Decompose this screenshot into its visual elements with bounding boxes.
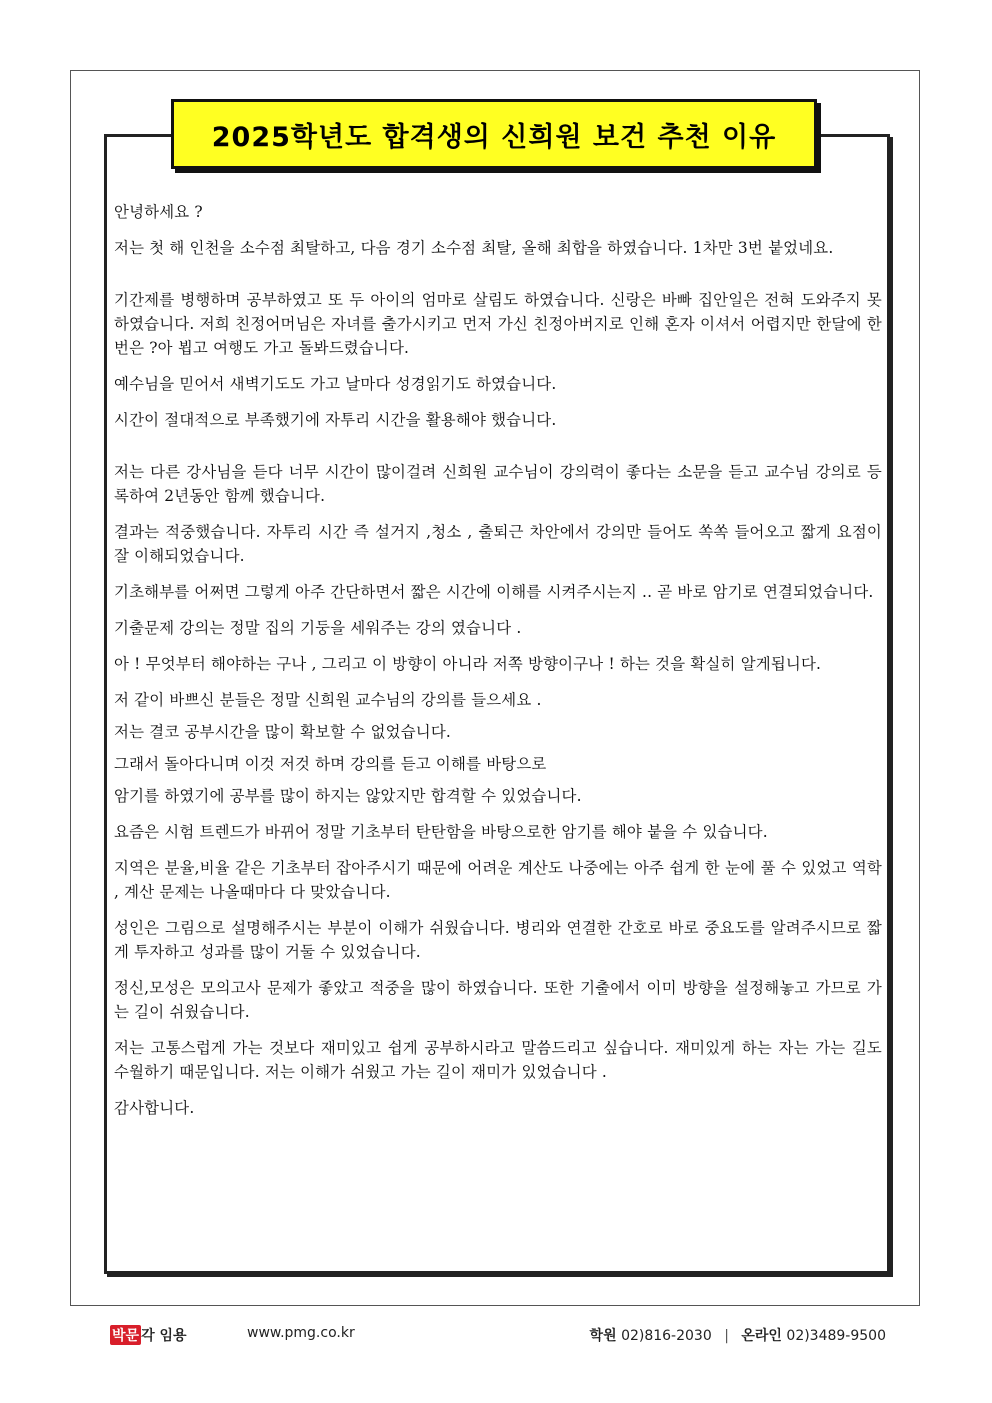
paragraph-faith: 예수님을 믿어서 새벽기도도 가고 날마다 성경읽기도 하였습니다. bbox=[114, 375, 557, 393]
brand-logo: 박문 각 임용 bbox=[110, 1325, 187, 1345]
separator: | bbox=[724, 1328, 729, 1344]
paragraph-psych: 정신,모성은 모의고사 문제가 좋았고 적중을 많이 하였습니다. 또한 기출에서 이미 방향을 설정해놓고 가므로 가는 길이 쉬웠습니다. bbox=[114, 979, 882, 1021]
paragraph-closing: 저는 고통스럽게 가는 것보다 재미있고 쉽게 공부하시라고 말씀드리고 싶습니다. 재미있게 하는 자는 가는 길도 수월하기 때문입니다. 저는 이해가 쉬웠고 가는 길이 재미가 있었습니다 . bbox=[114, 1039, 882, 1081]
paragraph-advice-4: 암기를 하였기에 공부를 많이 하지는 않았지만 합격할 수 있었습니다. bbox=[114, 787, 582, 805]
academy-phone: 02)816-2030 bbox=[621, 1328, 712, 1344]
paragraph-result: 결과는 적중했습니다. 자투리 시간 즉 설거지 ,청소 , 출퇴근 차안에서 강의만 들어도 쏙쏙 들어오고 짧게 요점이 잘 이해되었습니다. bbox=[114, 523, 882, 565]
academy-label: 학원 bbox=[589, 1328, 617, 1344]
paragraph-advice-3: 그래서 돌아다니며 이것 저것 하며 강의를 듣고 이해를 바탕으로 bbox=[114, 755, 547, 773]
contact-info bbox=[590, 1325, 886, 1345]
page-title: 2025학년도 합격생의 신희원 보건 추천 이유 bbox=[171, 99, 817, 169]
paragraph-trend: 요즘은 시험 트렌드가 바뀌어 정말 기초부터 탄탄함을 바탕으로한 암기를 해야 붙을 수 있습니다. bbox=[114, 823, 768, 841]
footer bbox=[110, 1322, 886, 1348]
testimonial-body bbox=[114, 200, 882, 1120]
paragraph-adult: 성인은 그림으로 설명해주시는 부분이 이해가 쉬웠습니다. 병리와 연결한 간호로 바로 중요도를 알려주시므로 짧게 투자하고 성과를 많이 거둘 수 있었습니다. bbox=[114, 919, 882, 961]
paragraph-intro: 저는 첫 해 인천을 소수점 최탈하고, 다음 경기 소수점 최탈, 올해 최합을 하였습니다. 1차만 3번 붙었네요. bbox=[114, 239, 834, 257]
paragraph-direction: 아 ! 무엇부터 해야하는 구나 , 그리고 이 방향이 아니라 저쪽 방향이구나 ! 하는 것을 확실히 알게됩니다. bbox=[114, 655, 822, 673]
paragraph-anatomy: 기초해부를 어쩌면 그렇게 아주 간단하면서 짧은 시간에 이해를 시켜주시는지 .. 곧 바로 암기로 연결되었습니다. bbox=[114, 583, 874, 601]
online-label: 온라인 bbox=[741, 1328, 782, 1344]
online-phone: 02)3489-9500 bbox=[786, 1328, 886, 1344]
paragraph-advice-1: 저 같이 바쁘신 분들은 정말 신희원 교수님의 강의를 들으세요 . bbox=[114, 691, 542, 709]
paragraph-community: 지역은 분율,비율 같은 기초부터 잡아주시기 때문에 어려운 계산도 나중에는 아주 쉽게 한 눈에 풀 수 있었고 역학 , 계산 문제는 나올때마다 다 맞았습니다. bbox=[114, 859, 882, 901]
paragraph-background: 기간제를 병행하며 공부하였고 또 두 아이의 엄마로 살림도 하였습니다. 신랑은 바빠 집안일은 전혀 도와주지 못하였습니다. 저희 친정어머님은 자녀를 출가시키고 먼저 가신 친정아버지로 인해 혼자 이셔서 어렵지만 한달에 한번은 ?아 뵙고 여행도 가고 돌봐드렸습니다. bbox=[114, 291, 882, 357]
paragraph-time: 시간이 절대적으로 부족했기에 자투리 시간을 활용해야 했습니다. bbox=[114, 411, 557, 429]
paragraph-choice: 저는 다른 강사님을 듣다 너무 시간이 많이걸려 신희원 교수님이 강의력이 좋다는 소문을 듣고 교수님 강의로 등록하여 2년동안 함께 했습니다. bbox=[114, 463, 882, 505]
paragraph-thanks: 감사합니다. bbox=[114, 1099, 195, 1117]
website-link[interactable]: www.pmg.co.kr bbox=[247, 1325, 355, 1341]
paragraph-advice-2: 저는 결코 공부시간을 많이 확보할 수 없었습니다. bbox=[114, 723, 451, 741]
paragraph-past-exams: 기출문제 강의는 정말 집의 기둥을 세워주는 강의 였습니다 . bbox=[114, 619, 522, 637]
paragraph-greeting: 안녕하세요 ? bbox=[114, 203, 203, 221]
